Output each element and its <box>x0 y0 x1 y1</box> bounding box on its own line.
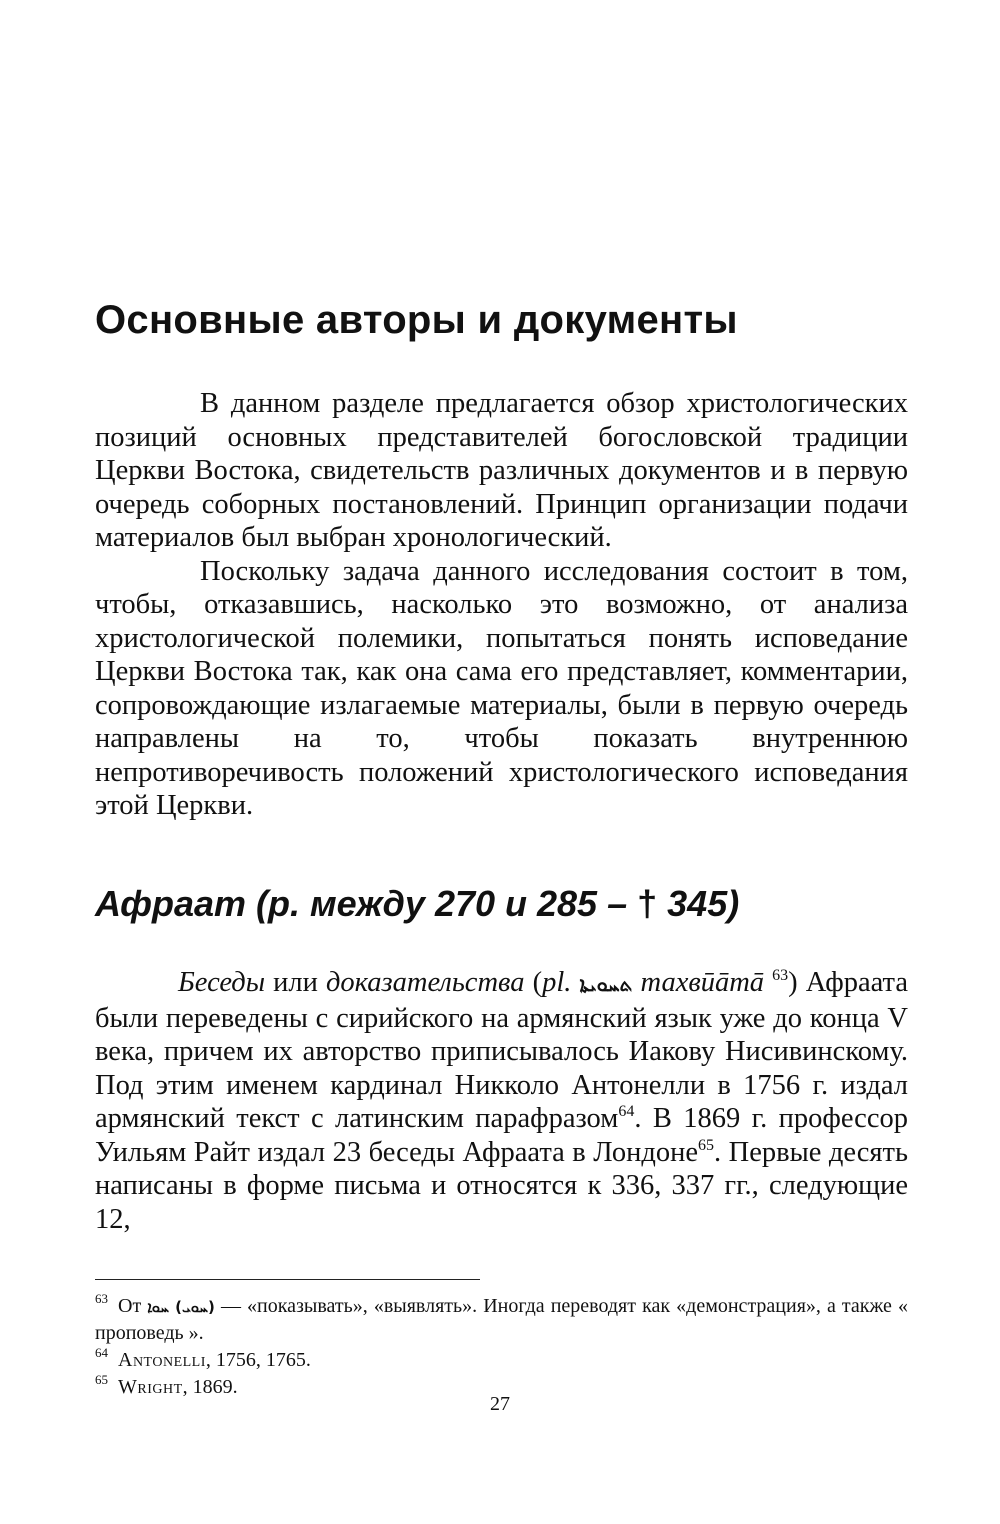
afraat-text-2: . В 1869 г. профессор Уильям Райт издал 23 беседы Афраата в Лондоне <box>95 1103 908 1168</box>
transliteration: тахвӣāтā <box>640 967 765 998</box>
syriac-word-variant: (ܚܘܝ) <box>175 1298 215 1316</box>
intro-paragraph-1: В данном разделе предлагается обзор христологических позиций основных представителей богословской традиции Церкви Востока, свидетельств различных документов и в первую очередь соборных постановлений. Принцип организации подачи материалов был выбран хронологический. <box>95 388 908 553</box>
subsection-title-end: 345) <box>667 883 740 924</box>
footnote-text: , 1869. <box>182 1376 238 1398</box>
footnote-ref-63[interactable]: 63 <box>772 967 789 984</box>
footnote-number: 63 <box>95 1291 108 1306</box>
footnote-ref-64[interactable]: 64 <box>618 1103 635 1120</box>
section-title: Основные авторы и документы <box>95 298 738 342</box>
subsection-title <box>95 883 739 925</box>
footnotes <box>95 1293 908 1401</box>
paren-open: ( <box>532 967 543 998</box>
footnote-63 <box>95 1293 908 1346</box>
footnote-ref-65[interactable]: 65 <box>698 1136 715 1154</box>
footnote-text: , 1756, 1765. <box>205 1349 311 1371</box>
conjunction: или <box>273 967 318 998</box>
footnote-divider <box>95 1279 480 1280</box>
subsection-title-text: Афраат (р. между 270 и 285 – <box>95 883 628 924</box>
afraat-text-3: . Первые десять написаны в форме письма и относятся к 336, 337 гг., следующие 12, <box>95 1136 908 1235</box>
work-title-1: Беседы <box>178 967 266 998</box>
page-number: 27 <box>490 1393 510 1415</box>
footnote-number: 65 <box>95 1372 108 1387</box>
syriac-word: ܬܚܘܝܬܐ <box>579 972 633 996</box>
footnote-64 <box>95 1347 908 1373</box>
footnote-number: 64 <box>95 1345 108 1360</box>
afraat-paragraph <box>95 966 908 1236</box>
intro-paragraph-2: Поскольку задача данного исследования состоит в том, чтобы, отказавшись, насколько это возможно, от анализа христологической полемики, попытаться понять исповедание Церкви Востока так, как она сама его представляет, комментарии, сопровождающие излагаемые материалы, были в первую очередь направлены на то, чтобы показать внутреннюю непротиворечивость положений христологического исповедания этой Церкви. <box>95 555 908 821</box>
footnote-lead: От <box>118 1295 142 1317</box>
footnote-author: Antonelli <box>118 1349 206 1371</box>
syriac-word: ܚܘܐ <box>147 1298 170 1316</box>
plural-abbrev: pl. <box>542 967 572 998</box>
afraat-text-1: ) Афраата были переведены с сирийского на армянский язык уже до конца V века, причем их авторство приписывалось Иакову Нисивинскому. Под этим именем кардинал Никколо Антонелли в 1756 г. издал армянский текст с латинским парафразом <box>95 967 908 1134</box>
work-title-2: доказательства <box>325 967 525 998</box>
dagger-symbol: † <box>637 883 658 924</box>
footnote-author: Wright <box>118 1376 183 1398</box>
footnote-text: — «показывать», «выявлять». Иногда переводят как «демонстрация», а также « проповедь ». <box>95 1295 909 1344</box>
intro-text <box>95 387 908 823</box>
afraat-text <box>95 966 908 1236</box>
